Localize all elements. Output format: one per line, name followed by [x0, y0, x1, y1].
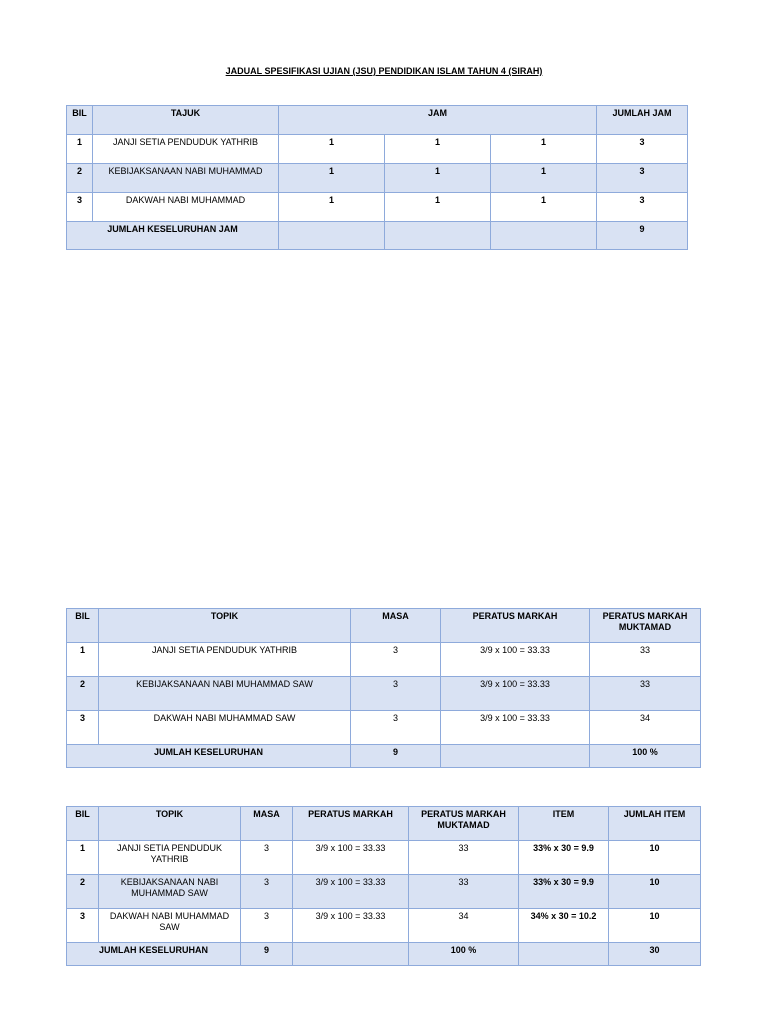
cell-topik: JANJI SETIA PENDUDUK YATHRIB — [99, 841, 241, 875]
header-topik: TOPIK — [99, 609, 351, 643]
cell-bil: 3 — [67, 909, 99, 943]
cell-muktamad: 34 — [409, 909, 519, 943]
table-row — [67, 875, 701, 909]
empty-cell — [519, 943, 609, 966]
cell-muktamad: 33 — [409, 841, 519, 875]
table-total-row — [67, 943, 701, 966]
cell-item: 33% x 30 = 9.9 — [519, 875, 609, 909]
cell-tajuk: KEBIJAKSANAAN NABI MUHAMMAD — [93, 164, 279, 193]
cell-jumlah-item: 10 — [609, 875, 701, 909]
total-muktamad: 100 % — [590, 745, 701, 768]
header-peratus-markah: PERATUS MARKAH — [293, 807, 409, 841]
header-masa: MASA — [241, 807, 293, 841]
header-topik: TOPIK — [99, 807, 241, 841]
total-label: JUMLAH KESELURUHAN — [67, 943, 241, 966]
cell-jumlah-item: 10 — [609, 841, 701, 875]
header-jumlah-item: JUMLAH ITEM — [609, 807, 701, 841]
cell-tajuk: JANJI SETIA PENDUDUK YATHRIB — [93, 135, 279, 164]
cell-peratus: 3/9 x 100 = 33.33 — [441, 643, 590, 677]
cell-jam: 1 — [279, 164, 385, 193]
item-table — [66, 806, 701, 966]
cell-bil: 2 — [67, 677, 99, 711]
table-total-row — [67, 745, 701, 768]
cell-jam: 1 — [385, 193, 491, 222]
cell-peratus: 3/9 x 100 = 33.33 — [293, 909, 409, 943]
cell-jumlah: 3 — [597, 193, 688, 222]
empty-cell — [441, 745, 590, 768]
table-row — [67, 711, 701, 745]
cell-jumlah: 3 — [597, 135, 688, 164]
cell-muktamad: 34 — [590, 711, 701, 745]
total-value: 9 — [597, 222, 688, 250]
table-row — [67, 164, 688, 193]
table-row — [67, 193, 688, 222]
cell-masa: 3 — [241, 909, 293, 943]
cell-peratus: 3/9 x 100 = 33.33 — [293, 841, 409, 875]
cell-peratus: 3/9 x 100 = 33.33 — [441, 677, 590, 711]
cell-jumlah-item: 10 — [609, 909, 701, 943]
cell-topik: DAKWAH NABI MUHAMMAD SAW — [99, 711, 351, 745]
empty-cell — [491, 222, 597, 250]
cell-peratus: 3/9 x 100 = 33.33 — [441, 711, 590, 745]
cell-masa: 3 — [241, 875, 293, 909]
table-header-row — [67, 609, 701, 643]
markah-table — [66, 608, 701, 768]
total-jumlah-item: 30 — [609, 943, 701, 966]
header-tajuk: TAJUK — [93, 106, 279, 135]
cell-jam: 1 — [385, 164, 491, 193]
table-total-row — [67, 222, 688, 250]
cell-jam: 1 — [491, 135, 597, 164]
table-header-row — [67, 807, 701, 841]
cell-topik: JANJI SETIA PENDUDUK YATHRIB — [99, 643, 351, 677]
cell-bil: 3 — [67, 193, 93, 222]
cell-muktamad: 33 — [409, 875, 519, 909]
cell-masa: 3 — [351, 711, 441, 745]
cell-bil: 1 — [67, 135, 93, 164]
header-jumlah-jam: JUMLAH JAM — [597, 106, 688, 135]
cell-bil: 2 — [67, 164, 93, 193]
empty-cell — [279, 222, 385, 250]
cell-topik: DAKWAH NABI MUHAMMAD SAW — [99, 909, 241, 943]
cell-tajuk: DAKWAH NABI MUHAMMAD — [93, 193, 279, 222]
header-masa: MASA — [351, 609, 441, 643]
table-row — [67, 841, 701, 875]
header-peratus-muktamad: PERATUS MARKAH MUKTAMAD — [590, 609, 701, 643]
header-bil: BIL — [67, 609, 99, 643]
cell-jam: 1 — [491, 193, 597, 222]
cell-jam: 1 — [279, 135, 385, 164]
empty-cell — [293, 943, 409, 966]
cell-bil: 1 — [67, 643, 99, 677]
cell-muktamad: 33 — [590, 643, 701, 677]
header-bil: BIL — [67, 106, 93, 135]
total-masa: 9 — [241, 943, 293, 966]
cell-jam: 1 — [385, 135, 491, 164]
header-peratus-muktamad: PERATUS MARKAH MUKTAMAD — [409, 807, 519, 841]
cell-jam: 1 — [491, 164, 597, 193]
page-title: JADUAL SPESIFIKASI UJIAN (JSU) PENDIDIKAN ISLAM TAHUN 4 (SIRAH) — [225, 66, 543, 76]
cell-item: 33% x 30 = 9.9 — [519, 841, 609, 875]
cell-bil: 2 — [67, 875, 99, 909]
cell-peratus: 3/9 x 100 = 33.33 — [293, 875, 409, 909]
total-label: JUMLAH KESELURUHAN — [67, 745, 351, 768]
table-header-row — [67, 106, 688, 135]
table-row — [67, 643, 701, 677]
cell-jam: 1 — [279, 193, 385, 222]
table-row — [67, 677, 701, 711]
cell-jumlah: 3 — [597, 164, 688, 193]
total-masa: 9 — [351, 745, 441, 768]
cell-masa: 3 — [241, 841, 293, 875]
empty-cell — [385, 222, 491, 250]
header-peratus-markah: PERATUS MARKAH — [441, 609, 590, 643]
total-label: JUMLAH KESELURUHAN JAM — [67, 222, 279, 250]
cell-masa: 3 — [351, 643, 441, 677]
cell-item: 34% x 30 = 10.2 — [519, 909, 609, 943]
cell-bil: 3 — [67, 711, 99, 745]
header-bil: BIL — [67, 807, 99, 841]
cell-masa: 3 — [351, 677, 441, 711]
table-row — [67, 135, 688, 164]
table-row — [67, 909, 701, 943]
header-jam: JAM — [279, 106, 597, 135]
cell-muktamad: 33 — [590, 677, 701, 711]
cell-topik: KEBIJAKSANAAN NABI MUHAMMAD SAW — [99, 677, 351, 711]
jam-table — [66, 105, 688, 250]
cell-topik: KEBIJAKSANAAN NABI MUHAMMAD SAW — [99, 875, 241, 909]
total-muktamad: 100 % — [409, 943, 519, 966]
cell-bil: 1 — [67, 841, 99, 875]
header-item: ITEM — [519, 807, 609, 841]
